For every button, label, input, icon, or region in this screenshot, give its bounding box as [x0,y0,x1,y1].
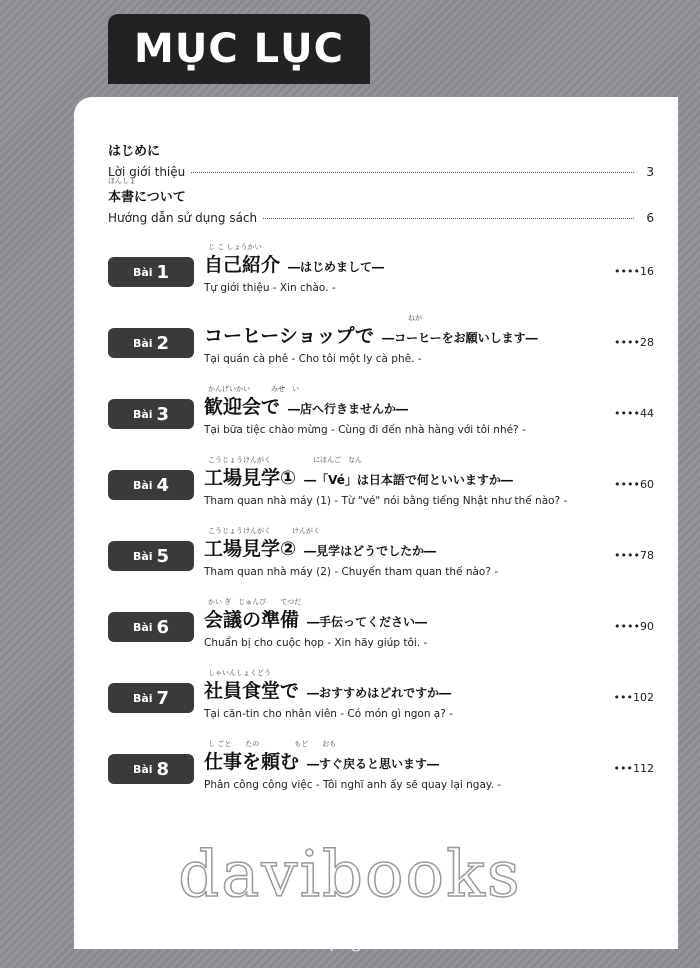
page-number: ••••16 [614,265,654,278]
lesson-badge: Bài 6 [108,612,194,642]
lesson-translation: Tại bữa tiệc chào mừng - Cùng đi đến nhà hàng với tôi nhé? - [204,424,526,436]
lesson-entry[interactable] [108,242,654,304]
intro-heading: 本書について [108,190,186,205]
lesson-title: 工場見学② ―見学はどうでしたか― [204,538,437,560]
lesson-entry[interactable] [108,455,654,517]
leader-dots [191,172,634,173]
furigana: かんげいかい みせ い [208,385,299,393]
lesson-badge: Bài 1 [108,257,194,287]
intro-heading: はじめに [108,144,161,159]
furigana: ねが [408,314,422,322]
page-number: ••••90 [614,620,654,633]
furigana: し ごと たの もど おも [208,740,337,748]
lesson-title: 自己紹介 ―はじめまして― [204,254,385,276]
lesson-entry[interactable] [108,597,654,659]
lesson-translation: Tham quan nhà máy (2) - Chuyến tham quan thế nào? - [204,566,499,578]
lesson-badge: Bài 7 [108,683,194,713]
page-number: ••••44 [614,407,654,420]
furigana: こうじょうけんがく にほんご なん [208,456,362,464]
lesson-badge: Bài 3 [108,399,194,429]
furigana [108,131,654,140]
watermark-logo: davibooks [178,838,522,912]
lesson-title: 会議の準備 ―手伝ってください― [204,609,428,631]
furigana: ほんしょ [108,177,136,185]
page-number: 3 [646,165,654,179]
lesson-translation: Chuẩn bị cho cuộc họp - Xin hãy giúp tôi. - [204,637,428,649]
lesson-title: 歓迎会で ―店へ行きませんか― [204,396,409,418]
leader-dots [263,218,634,219]
watermark-tagline: Khát vọng tri thức [260,928,445,952]
furigana: じ こ しょうかい [208,243,262,251]
page-number: •••112 [613,762,654,775]
intro-entry[interactable] [108,131,654,179]
lesson-entry[interactable] [108,313,654,375]
lesson-translation: Tham quan nhà máy (1) - Từ "vé" nói bằng tiếng Nhật như thế nào? - [204,495,568,507]
page-number: ••••28 [614,336,654,349]
lesson-entry[interactable] [108,668,654,730]
page-number: ••••78 [614,549,654,562]
lesson-translation: Tại căn-tin cho nhân viên - Có món gì ngon ạ? - [204,708,453,720]
intro-label: Lời giới thiệu [108,165,186,179]
lesson-badge: Bài 8 [108,754,194,784]
toc-card [74,97,678,949]
furigana: しゃいんしょくどう [208,669,271,677]
intro-label: Hướng dẫn sử dụng sách [108,211,258,225]
lesson-entry[interactable] [108,739,654,801]
page-number: ••••60 [614,478,654,491]
lesson-title: 社員食堂で ―おすすめはどれですか― [204,680,452,702]
lesson-badge: Bài 5 [108,541,194,571]
lesson-badge: Bài 2 [108,328,194,358]
lesson-translation: Tại quán cà phê - Cho tôi một ly cà phê. - [204,353,422,365]
lesson-title: 仕事を頼む ―すぐ戻ると思います― [204,751,440,773]
intro-entry[interactable] [108,177,654,225]
furigana: こうじょうけんがく けんがく [208,527,320,535]
page-number: 6 [646,211,654,225]
lesson-title: コーヒーショップで ―コーヒーをお願いします― [204,325,538,347]
page-title: MỤC LỤC [108,14,370,84]
lesson-entry[interactable] [108,526,654,588]
page-number: •••102 [613,691,654,704]
lesson-title: 工場見学① ―「Vé」は日本語で何といいますか― [204,467,513,489]
lesson-entry[interactable] [108,384,654,446]
lesson-translation: Tự giới thiệu - Xin chào. - [204,282,336,294]
lesson-translation: Phân công công việc - Tôi nghĩ anh ấy sẽ quay lại ngay. - [204,779,502,791]
furigana: かい ぎ じゅんび てつだ [208,598,302,606]
lesson-badge: Bài 4 [108,470,194,500]
